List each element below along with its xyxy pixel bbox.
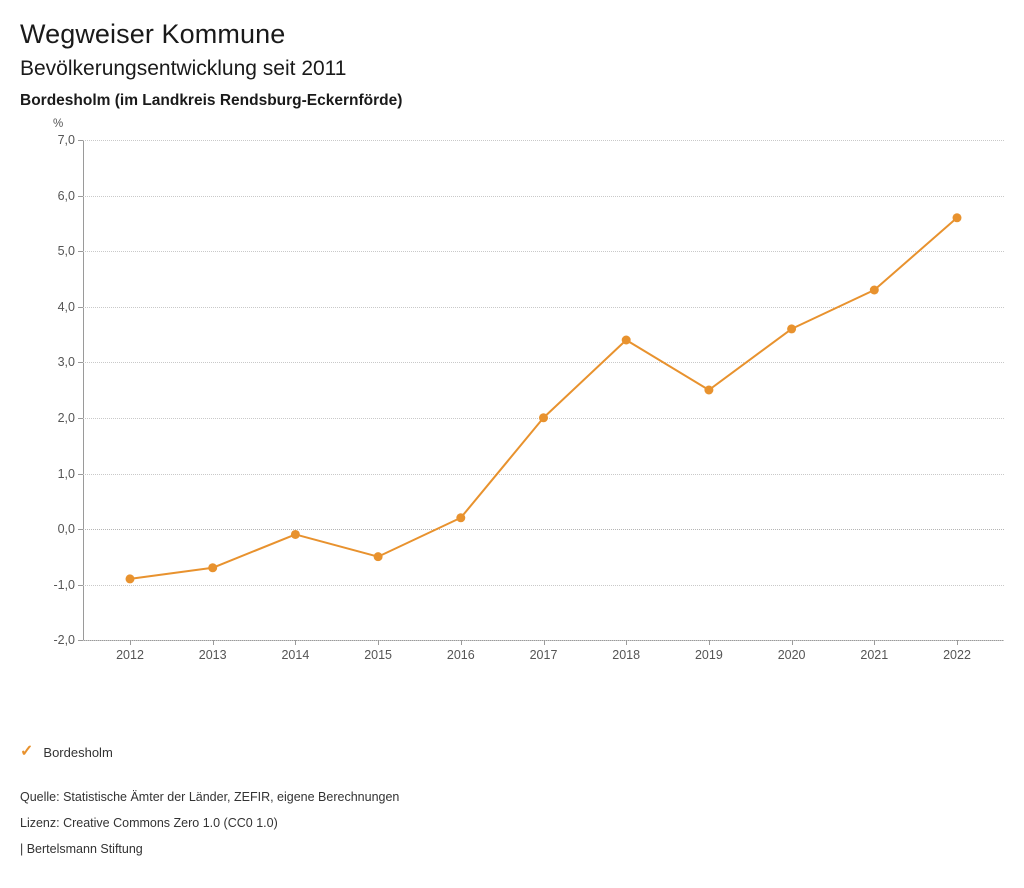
x-axis-tick-label: 2017 [529,648,558,663]
footnotes [20,784,399,862]
data-point[interactable] [456,513,465,522]
plot-area [53,133,1004,663]
source-note: Quelle: Statistische Ämter der Länder, ZEFIR, eigene Berechnungen [20,790,400,804]
series-line-bordesholm [130,218,957,579]
x-axis-tick-mark [544,640,545,645]
data-point[interactable] [870,286,879,295]
x-axis-tick-mark [709,640,710,645]
data-point[interactable] [374,552,383,561]
data-point[interactable] [953,213,962,222]
x-axis-tick-mark [213,640,214,645]
y-axis-tick-label: 5,0 [57,244,75,259]
data-point[interactable] [622,336,631,345]
y-axis-tick-label: -2,0 [53,633,75,648]
data-point[interactable] [539,413,548,422]
x-axis-tick-mark [792,640,793,645]
y-axis-unit-label: % [53,118,64,131]
y-axis-tick-label: 0,0 [57,522,75,537]
y-axis-tick-mark [78,640,83,641]
x-axis-tick-label: 2014 [281,648,310,663]
legend[interactable] [20,744,113,760]
x-axis-tick-mark [957,640,958,645]
x-axis-tick-mark [378,640,379,645]
y-axis-tick-label: 1,0 [57,466,75,481]
data-point[interactable] [208,563,217,572]
x-axis-tick-label: 2012 [116,648,144,663]
y-axis-tick-label: 6,0 [57,188,75,203]
legend-label: Bordesholm [43,744,113,760]
license-note: Lizenz: Creative Commons Zero 1.0 (CC0 1.0) [20,816,278,830]
y-axis-tick-label: 7,0 [57,133,75,148]
x-axis-tick-mark [874,640,875,645]
y-axis-tick-label: 3,0 [57,355,75,370]
x-axis-tick-label: 2016 [446,648,475,663]
x-axis-tick-label: 2013 [198,648,227,663]
series-layer [83,140,1004,640]
x-axis-tick-mark [295,640,296,645]
x-axis-tick-label: 2021 [860,648,889,663]
x-axis-tick-label: 2018 [612,648,641,663]
data-point[interactable] [787,325,796,334]
page-subtitle: Bevölkerungsentwicklung seit 2011 [20,57,347,81]
y-axis-tick-label: 4,0 [57,299,75,314]
page-title: Wegweiser Kommune [20,19,286,49]
x-axis-tick-mark [461,640,462,645]
data-point[interactable] [126,575,135,584]
x-axis-tick-mark [626,640,627,645]
publisher-note: | Bertelsmann Stiftung [20,842,143,856]
chart-container [20,118,1004,698]
y-axis-tick-label: 2,0 [57,410,75,425]
data-point[interactable] [291,530,300,539]
data-point[interactable] [704,386,713,395]
y-axis-tick-label: -1,0 [53,577,75,592]
x-axis-tick-mark [130,640,131,645]
x-axis-tick-label: 2015 [364,648,392,663]
x-axis-tick-label: 2019 [694,648,723,663]
region-label: Bordesholm (im Landkreis Rendsburg-Eckernförde) [20,91,403,109]
check-icon: ✓ [20,743,34,760]
x-axis-tick-label: 2020 [777,648,806,663]
x-axis-tick-label: 2022 [943,648,971,663]
